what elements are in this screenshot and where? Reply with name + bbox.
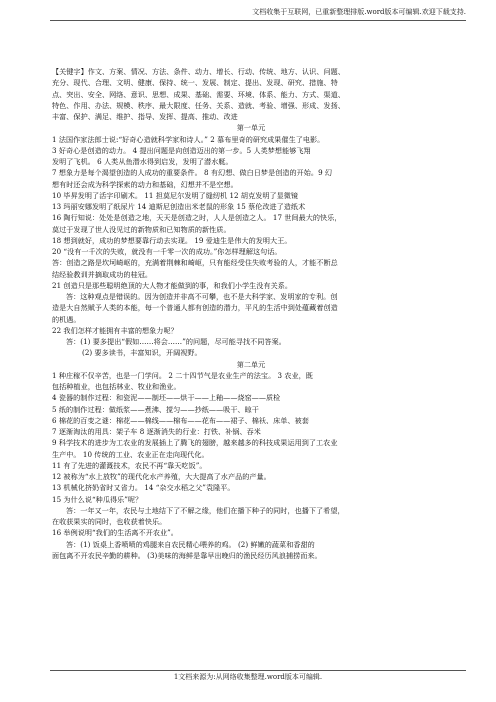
text-line: 5 纸的制作过程：做纸浆——煮沸、搅匀——抄纸——吸干、晾干 (52, 404, 259, 414)
page-footer: 1文档来源为:从网络收集整理.word版本可编辑. (173, 673, 323, 681)
text-line: 7 想象力是每个渴望创造的人成功的重要条件。 8 有幻想、做白日梦是创造的开始。9 幻 (52, 168, 333, 178)
document-body (52, 66, 450, 561)
text-line: 22 我们怎样才能拥有丰富的想象力呢？ (52, 325, 178, 335)
text-line: 答：(1) 要多提出“假如……将会……”的问题，尽可能寻找不同答案。 (66, 337, 286, 346)
text-line: 1 法国作家法郎士说:“好奇心造就科学家和诗人。” 2 慕布里奇的研究成果催生了电影。 (52, 134, 325, 144)
text-line: 16 陶行知说：处处是创造之地，天天是创造之时，人人是创造之人。 17 世间最大的快乐， (52, 213, 342, 223)
text-line: 4 瓷器的制作过程：和瓷泥——制坯——烘干——上釉——烧窑——质检 (52, 393, 281, 403)
text-line: 12 被称为“水上放牧”的现代化水产养殖，大大提高了水产品的产量。 (52, 472, 271, 481)
text-line: 造是大自然赋予人类的本能，每一个普通人都有创造的潜力，平凡的生活中到处蕴藏着创造 (52, 303, 338, 313)
text-line: 【关键字】作文、方案、情况、方法、条件、动力、增长、行动、传统、地方、认识、问题、 (52, 67, 345, 76)
text-line: 结经验教训并摘取成功的桂冠。 (52, 269, 153, 279)
text-line: 特色、作用、办法、规模、秩序、最大限度、任务、关系、造就、考验、增强、形成、发扬、 (52, 100, 345, 110)
text-line: 想有时还会成为科学探索的动力和基础，幻想并不是空想。 (52, 179, 238, 189)
text-line: 点、突出、安全、网络、意识、思想、成果、基础、需要、环境、体系、能力、方式、渠道、 (52, 89, 345, 99)
page-header: 文档收集于互联网，已重新整理排版.word版本可编辑.欢迎下载支持. (252, 8, 466, 16)
text-line: 面包离不开农民辛勤的耕种。 (3)美味的海鲜是靠早出晚归的渔民经历风浪捕捞而来。 (52, 550, 322, 560)
text-line: 11 有了先进的灌溉技术，农民不再“靠天吃饭”。 (52, 460, 207, 470)
text-line: 答：创造之路是坎坷崎岖的，充满着荆棘和崎岖，只有能经受住失败考验的人，才能不断总 (52, 258, 338, 268)
text-line: (2) 要多读书，丰富知识，开阔视野。 (82, 348, 202, 358)
text-line: 答：(1) 饭桌上香喷喷的鸡腿来自农民精心喂养的鸡。 (2) 鲜嫩的蔬菜和香甜的 (66, 539, 315, 549)
text-line: 莫过于发现了世人没见过的新物质和已知物质的新性质。 (52, 224, 231, 234)
text-line: 1 种庄稼不仅辛苦，也是一门学问。 2 二十四节气是农业生产的法宝。 3 农业，既 (52, 370, 313, 380)
section-heading: 第二单元 (236, 359, 266, 369)
text-line: 的机遇。 (52, 314, 81, 324)
section-heading: 第一单元 (236, 123, 266, 133)
text-line: 发明了飞机。 6 人类从鱼潜水得到启发，发明了潜水艇。 (52, 157, 233, 166)
text-line: 9 科学技术的进步为工农业的发展插上了腾飞的翅膀，越来越多的科技成果运用到了工农业 (52, 438, 338, 448)
text-line: 6 棉花的百变之谜：棉花——棉线——棉布——花布——裙子、棉袄、床单、被套 (52, 415, 309, 425)
header-rule (50, 20, 466, 21)
text-line: 充分、现代、合理、文明、健康、保持、统一、发展、制定、提出、发现、研究、措施、特 (52, 78, 338, 88)
text-line: 10 毕昇发明了活字印刷术。 11 担莫尼尔发明了缝纫机 12 胡克发明了显微镜 (52, 190, 299, 200)
text-line: 在收获果实的同时，也收获着快乐。 (52, 517, 167, 526)
text-line: 18 想到就好，成功的梦想要靠行动去实现。 19 爱迪生是伟大的发明大王。 (52, 235, 292, 245)
text-line: 16 举例说明“我们的生活离不开农业”。 (52, 528, 178, 538)
text-line: 13 机械化挤奶省时又省力。 14 “杂交水稻之父”袁隆平。 (52, 483, 235, 493)
text-line: 答：这种观点是错误的。因为创造并非高不可攀，也不是大科学家、发明家的专利。创 (66, 292, 338, 301)
text-line: 7 逐渐淘汰的用具：架子车 8 逐渐消失的行业：打铁、补锅、吞米 (52, 427, 261, 436)
text-line: 答：一年又一年，农民与土地结下了不解之缘，他们在播下种子的同时，也播下了希望， (66, 505, 345, 515)
text-line: 15 为什么说“种瓜得乐”呢？ (52, 494, 143, 504)
text-line: 13 玛丽安娜发明了纸尿片 14 迪斯尼创造出米老鼠的形象 15 蔡伦改进了造纸术 (52, 202, 306, 211)
text-line: 20 “没有一千次的失败，就没有一千零一次的成功。”你怎样理解这句话。 (52, 247, 282, 256)
text-line: 3 好奇心是创造的动力。 4 提出问题是向创造迈出的第一步。5 人类梦想能够飞翔 (52, 145, 311, 155)
text-line: 包括种植业，也包括林业、牧业和渔业。 (52, 382, 181, 391)
text-line: 丰富、保护、满足、维护、指导、发挥、提高、推动、改进 (52, 112, 238, 121)
text-line: 21 创造只是那些聪明绝顶的大人物才能做到的事，和我们小学生没有关系。 (52, 280, 293, 290)
footer-rule (50, 670, 466, 671)
text-line: 生产中。 10 传统的工业、农业正在走向现代化。 (52, 449, 209, 459)
